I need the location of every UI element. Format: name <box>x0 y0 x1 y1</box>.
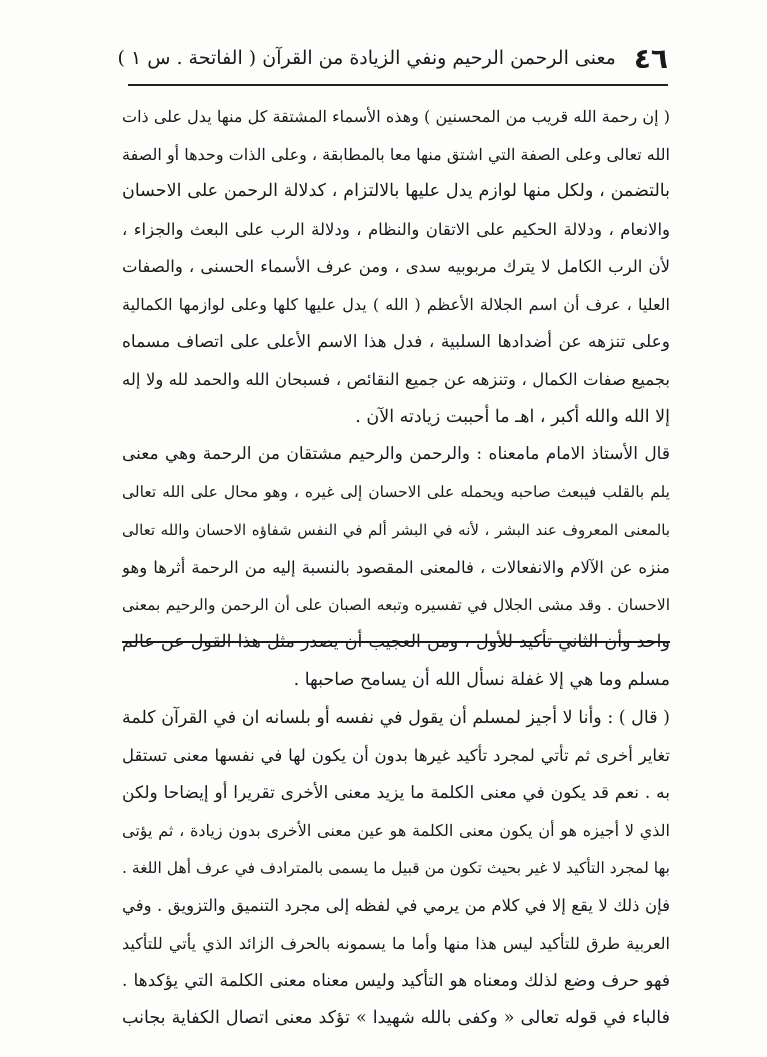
text-line: به . نعم قد يكون في معنى الكلمة ما يزيد معنى الأخرى تقريرا أو إيضاحا ولكن <box>122 782 670 803</box>
page-number: ٤٦ <box>633 41 668 75</box>
text-line: فإن ذلك لا يقع إلا في كلام من يرمي في لفظه إلى مجرد التنميق والتزويق . وفي <box>122 896 670 916</box>
text-line: فهو حرف وضع لذلك ومعناه هو التأكيد وليس معناه معنى الكلمة التي يؤكدها . <box>122 970 670 991</box>
text-line: وعلى تنزهه عن أضدادها السلبية ، فدل هذا الاسم الأعلى على اتصاف مسماه <box>122 331 670 352</box>
text-line: فالباء في قوله تعالى « وكفى بالله شهيدا » تؤكد معنى اتصال الكفاية بجانب <box>122 1008 670 1029</box>
text-line: والانعام ، ودلالة الحكيم على الاتقان والنظام ، ودلالة الرب على البعث والجزاء ، <box>122 219 670 239</box>
text-line: الذي لا أجيزه هو أن يكون معنى الكلمة هو عين معنى الأخرى بدون زيادة ، ثم يؤتى <box>122 821 670 841</box>
text-line: منزه عن الآلام والانفعالات ، فالمعنى المقصود بالنسبة إليه من الرحمة أثرها وهو <box>122 558 670 578</box>
text-line: الله تعالى وعلى الصفة التي اشتق منها معا بالمطابقة ، وعلى الذات وحدها أو الصفة <box>122 144 670 164</box>
text-line: يلم بالقلب فيبعث صاحبه ويحمله على الاحسان إلى غيره ، وهو محال على الله تعالى <box>122 482 670 501</box>
header-rule <box>128 84 668 86</box>
running-title: معنى الرحمن الرحيم ونفي الزيادة من القرآن ( الفاتحة . س ١ ) <box>117 47 616 69</box>
text-line: لأن الرب الكامل لا يترك مربوبيه سدى ، ومن عرف الأسماء الحسنى ، والصفات <box>122 257 670 277</box>
text-line: بجميع صفات الكمال ، وتنزهه عن جميع النقائص ، فسبحان الله والحمد لله ولا إله <box>122 370 670 390</box>
struck-text-line: واحد وأن الثاني تأكيد للأول ، ومن العجيب أن يصدر مثل هذا القول عن عالم <box>122 632 670 653</box>
text-line: بالمعنى المعروف عند البشر ، لأنه في البشر ألم في النفس شفاؤه الاحسان والله تعالى <box>122 520 670 539</box>
body-text <box>122 98 670 1038</box>
text-line: قال الأستاذ الامام مامعناه : والرحمن والرحيم مشتقان من الرحمة وهي معنى <box>122 444 670 465</box>
text-line: ( قال ) : وأنا لا أجيز لمسلم أن يقول في نفسه أو بلسانه ان في القرآن كلمة <box>122 707 670 728</box>
running-header <box>117 38 668 78</box>
text-line: بها لمجرد التأكيد لا غير بحيث تكون من قبيل ما يسمى بالمترادف في عرف أهل اللغة . <box>122 858 670 877</box>
text-line: ( إن رحمة الله قريب من المحسنين ) وهذه الأسماء المشتقة كل منها يدل على ذات <box>122 107 670 126</box>
text-line: الاحسان . وقد مشى الجلال في تفسيره وتبعه الصبان على أن الرحمن والرحيم بمعنى <box>122 595 670 614</box>
text-line: إلا الله والله أكبر ، اهـ ما أحببت زيادته الآن . <box>355 406 670 427</box>
text-line: مسلم وما هي إلا غفلة نسأل الله أن يسامح صاحبها . <box>293 669 670 690</box>
text-line: بالتضمن ، ولكل منها لوازم يدل عليها بالالتزام ، كدلالة الرحمن على الاحسان <box>122 181 670 202</box>
text-line: تغاير أخرى ثم تأتي لمجرد تأكيد غيرها بدون أن يكون لها في نفسها معنى تستقل <box>122 746 670 766</box>
text-line: العربية طرق للتأكيد ليس هذا منها وأما ما يسمونه بالحرف الزائد الذي يأتي للتأكيد <box>122 934 670 954</box>
text-line: العليا ، عرف أن اسم الجلالة الأعظم ( الله ) يدل عليها كلها وعلى لوازمها الكمالية <box>122 294 670 314</box>
